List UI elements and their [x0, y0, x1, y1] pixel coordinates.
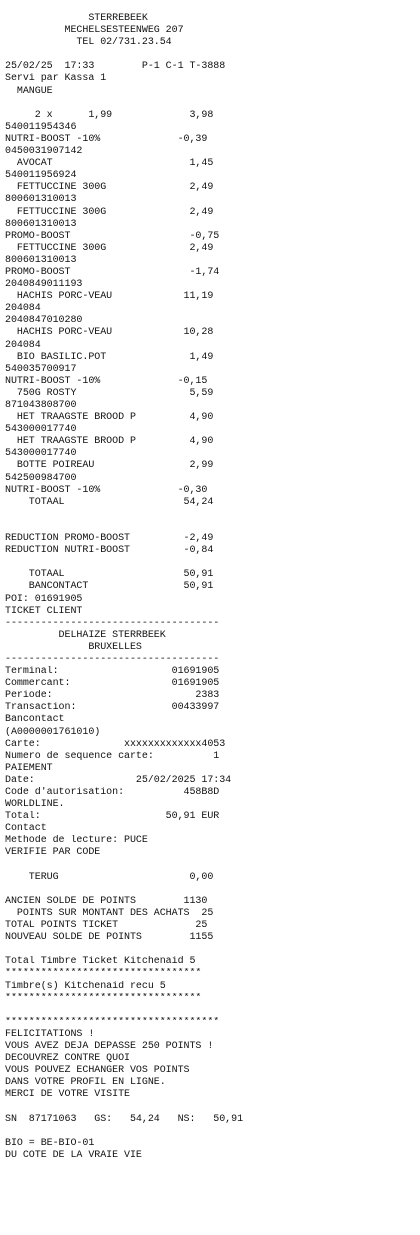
receipt-line: 800601310013	[5, 254, 77, 266]
receipt-line: ANCIEN SOLDE DE POINTS 1130	[5, 895, 208, 907]
receipt-line: 750G ROSTY 5,59	[5, 387, 214, 399]
receipt-blank-line	[5, 1101, 415, 1113]
receipt-line: Transaction: 00433997	[5, 702, 220, 714]
receipt-blank-line	[5, 521, 415, 533]
receipt-line: STERREBEEK	[5, 13, 148, 24]
receipt-line: NUTRI-BOOST -10% -0,30	[5, 484, 208, 496]
receipt-line: HET TRAAGSTE BROOD P 4,90	[5, 436, 214, 448]
receipt-line: 204084	[5, 339, 41, 351]
receipt-line: 800601310013	[5, 194, 77, 206]
receipt-blank-line	[5, 884, 415, 896]
receipt-line: Servi par Kassa 1	[5, 73, 107, 85]
receipt-line: POINTS SUR MONTANT DES ACHATS 25	[5, 907, 214, 919]
receipt-line: 204084	[5, 303, 41, 315]
receipt-line: 2040847010280	[5, 315, 83, 327]
receipt-line: 25/02/25 17:33 P-1 C-1 T-3888	[5, 61, 226, 73]
receipt-line: VOUS AVEZ DEJA DEPASSE 250 POINTS !	[5, 1040, 214, 1052]
receipt-line: NUTRI-BOOST -10% -0,15	[5, 375, 208, 387]
receipt-line: TEL 02/731.23.54	[5, 37, 172, 49]
receipt-line: Methode de lecture: PUCE	[5, 835, 148, 847]
receipt-line: BIO = BE-BIO-01	[5, 1137, 95, 1149]
receipt-line: 542500984700	[5, 472, 77, 484]
receipt-line: Contact	[5, 823, 47, 835]
receipt-line: HACHIS PORC-VEAU 11,19	[5, 291, 214, 303]
receipt-line: NUTRI-BOOST -10% -0,39	[5, 133, 208, 145]
receipt-line: Total Timbre Ticket Kitchenaid 5	[5, 956, 196, 968]
receipt-line: Terminal: 01691905	[5, 666, 220, 678]
receipt-line: DU COTE DE LA VRAIE VIE	[5, 1149, 142, 1161]
receipt-line: Timbre(s) Kitchenaid recu 5	[5, 980, 166, 992]
receipt-line: POI: 01691905	[5, 593, 83, 605]
receipt-line: TICKET CLIENT	[5, 605, 83, 617]
receipt-line: 540011954346	[5, 121, 77, 133]
receipt-line: AVOCAT 1,45	[5, 158, 214, 170]
receipt-blank-line	[5, 944, 415, 956]
receipt-line: HACHIS PORC-VEAU 10,28	[5, 327, 214, 339]
receipt-blank-line	[5, 860, 415, 872]
receipt-line: DELHAIZE STERRBEEK	[5, 629, 166, 641]
receipt-line: 543000017740	[5, 424, 77, 436]
receipt-line: FELICITATIONS !	[5, 1028, 95, 1040]
receipt-line: ------------------------------------	[5, 653, 220, 665]
receipt-line: TOTAL POINTS TICKET 25	[5, 920, 208, 932]
receipt-line: ------------------------------------	[5, 617, 220, 629]
receipt-line: BRUXELLES	[5, 641, 142, 653]
receipt-line: PROMO-BOOST -1,74	[5, 266, 220, 278]
receipt-line: BOTTE POIREAU 2,99	[5, 460, 214, 472]
receipt-line: Total: 50,91 EUR	[5, 811, 220, 823]
receipt-line: 540011956924	[5, 170, 77, 182]
receipt-line: 2040849011193	[5, 279, 83, 291]
receipt-line: VOUS POUVEZ ECHANGER VOS POINTS	[5, 1065, 190, 1077]
receipt-line: *********************************	[5, 992, 202, 1004]
receipt-line: VERIFIE PAR CODE	[5, 847, 101, 859]
receipt-line: DANS VOTRE PROFIL EN LIGNE.	[5, 1077, 166, 1089]
receipt-line: PAIEMENT	[5, 762, 53, 774]
receipt-line: Carte: xxxxxxxxxxxxx4053	[5, 738, 226, 750]
receipt-blank-line	[5, 98, 415, 110]
receipt-line: DECOUVREZ CONTRE QUOI	[5, 1053, 130, 1065]
receipt-line: REDUCTION PROMO-BOOST -2,49	[5, 533, 214, 545]
receipt-line: BIO BASILIC.POT 1,49	[5, 351, 214, 363]
receipt-line: Periode: 2383	[5, 690, 220, 702]
receipt-line: 2 x 1,99 3,98	[5, 109, 214, 121]
receipt-line: HET TRAAGSTE BROOD P 4,90	[5, 412, 214, 424]
receipt-line: ************************************	[5, 1016, 220, 1028]
receipt-blank-line	[5, 557, 415, 569]
receipt-blank-line	[5, 509, 415, 521]
receipt-line: MECHELSESTEENWEG 207	[5, 25, 184, 37]
receipt-line: 540035700917	[5, 363, 77, 375]
receipt-line: REDUCTION NUTRI-BOOST -0,84	[5, 545, 214, 557]
receipt-line: Bancontact	[5, 714, 65, 726]
receipt-line: Date: 25/02/2025 17:34	[5, 774, 232, 786]
receipt-line: (A0000001761010)	[5, 726, 101, 738]
receipt-line: TOTAAL 54,24	[5, 496, 214, 508]
receipt-blank-line	[5, 1005, 415, 1017]
receipt-line: FETTUCCINE 300G 2,49	[5, 206, 214, 218]
receipt-line: MANGUE	[5, 85, 53, 97]
receipt-line: Numero de sequence carte: 1	[5, 750, 220, 762]
receipt-line: FETTUCCINE 300G 2,49	[5, 242, 214, 254]
receipt-line: *********************************	[5, 968, 202, 980]
receipt-line: 871043808700	[5, 400, 77, 411]
receipt-blank-line	[5, 1126, 415, 1138]
receipt-line: SN 87171063 GS: 54,24 NS: 50,91	[5, 1113, 244, 1125]
receipt-line: TERUG 0,00	[5, 871, 214, 883]
receipt-line: WORLDLINE.	[5, 799, 65, 811]
receipt-line: NOUVEAU SOLDE DE POINTS 1155	[5, 932, 214, 944]
receipt-line: Commercant: 01691905	[5, 678, 220, 690]
receipt	[5, 13, 415, 1162]
receipt-line: 800601310013	[5, 218, 77, 230]
receipt-line: Code d'autorisation: 458B8D	[5, 787, 220, 798]
receipt-line: FETTUCCINE 300G 2,49	[5, 182, 214, 194]
receipt-line: 0450031907142	[5, 146, 83, 158]
receipt-blank-line	[5, 49, 415, 61]
receipt-line: TOTAAL 50,91	[5, 569, 214, 581]
receipt-line: PROMO-BOOST -0,75	[5, 230, 220, 242]
receipt-line: 543000017740	[5, 448, 77, 460]
receipt-line: BANCONTACT 50,91	[5, 581, 214, 593]
receipt-line: MERCI DE VOTRE VISITE	[5, 1089, 130, 1101]
